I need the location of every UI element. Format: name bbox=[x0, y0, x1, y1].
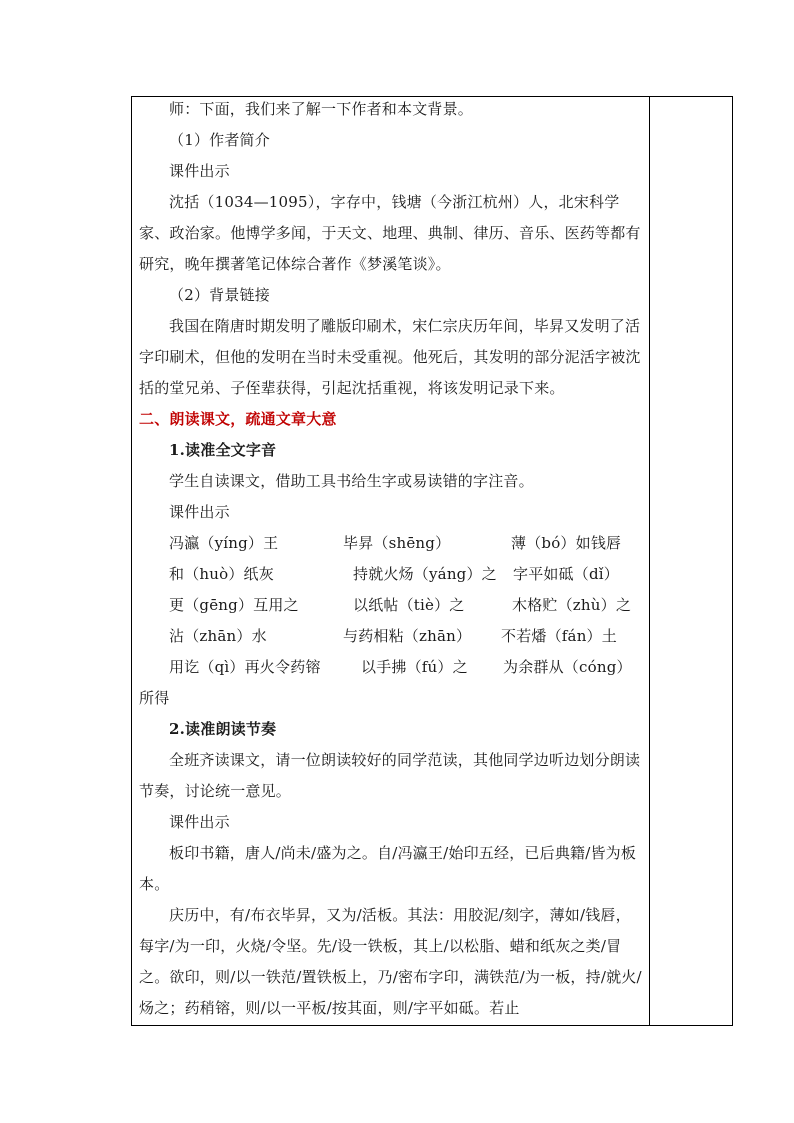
courseware-label-3: 课件出示 bbox=[169, 813, 230, 831]
column-divider bbox=[649, 96, 650, 1026]
step2-title: 2.读准朗读节奏 bbox=[169, 720, 277, 738]
step1-text: 学生自读课文，借助工具书给生字或易读错的字注音。 bbox=[169, 472, 534, 490]
pinyin-item: 冯瀛（yíng）王 bbox=[169, 534, 279, 552]
pinyin-item: 以手拂（fú）之 bbox=[361, 658, 468, 676]
background-section-title: （2）背景链接 bbox=[169, 286, 270, 304]
pinyin-item: 毕昇（shēng） bbox=[343, 534, 451, 552]
background-text: 我国在隋唐时期发明了雕版印刷术，宋仁宗庆历年间，毕昇又发明了活字印刷术，但他的发明在当时未受重视。他死后，其发明的部分泥活字被沈括的堂兄弟、子侄辈获得，引起沈括重视，将该发明记录下来。 bbox=[139, 317, 641, 397]
pinyin-item: 和（huò）纸灰 bbox=[169, 565, 274, 583]
pinyin-row bbox=[139, 559, 645, 590]
pinyin-row bbox=[139, 528, 645, 559]
author-section-title: （1）作者简介 bbox=[169, 131, 270, 149]
pinyin-item: 木格贮（zhù）之 bbox=[512, 596, 632, 614]
pinyin-table bbox=[139, 528, 645, 714]
pinyin-tail: 所得 bbox=[139, 689, 170, 707]
pinyin-item: 不若燔（fán）土 bbox=[501, 627, 617, 645]
pinyin-item: 与药相粘（zhān） bbox=[343, 627, 472, 645]
pinyin-item: 为余群从（cóng） bbox=[503, 658, 632, 676]
step2-text: 全班齐读课文，请一位朗读较好的同学范读，其他同学边听边划分朗读节奏，讨论统一意见。 bbox=[139, 751, 641, 800]
pinyin-item: 字平如砥（dǐ） bbox=[513, 565, 620, 583]
pinyin-item: 以纸帖（tiè）之 bbox=[353, 596, 465, 614]
rhythm-paragraph-2: 庆历中，有/布衣毕昇，又为/活板。其法：用胶泥/刻字，薄如/钱唇，每字/为一印，火烧/令坚。先/设一铁板，其上/以松脂、蜡和纸灰之类/冒之。欲印，则/以一铁范/置铁板上，乃/密布字印，满铁范/为一板，持/就火/炀之；药稍镕，则/以一平板/按其面，则/字平如砥。若止 bbox=[139, 906, 642, 1017]
pinyin-row bbox=[139, 652, 645, 683]
pinyin-item: 薄（bó）如钱唇 bbox=[511, 534, 622, 552]
pinyin-item: 沾（zhān）水 bbox=[169, 627, 267, 645]
lesson-content bbox=[139, 94, 645, 1024]
courseware-label-2: 课件出示 bbox=[169, 503, 230, 521]
pinyin-row bbox=[139, 621, 645, 652]
author-bio: 沈括（1034—1095），字存中，钱塘（今浙江杭州）人，北宋科学家、政治家。他博学多闻，于天文、地理、典制、律历、音乐、医药等都有研究，晚年撰著笔记体综合著作《梦溪笔谈》。 bbox=[139, 193, 641, 273]
pinyin-item: 更（gēng）互用之 bbox=[169, 596, 299, 614]
step1-title: 1.读准全文字音 bbox=[169, 441, 277, 459]
pinyin-row bbox=[139, 590, 645, 621]
part2-heading: 二、朗读课文，疏通文章大意 bbox=[139, 410, 337, 428]
pinyin-item: 持就火炀（yáng）之 bbox=[353, 565, 497, 583]
rhythm-paragraph-1: 板印书籍，唐人/尚未/盛为之。自/冯瀛王/始印五经，已后典籍/皆为板本。 bbox=[139, 844, 637, 893]
intro-line: 师：下面，我们来了解一下作者和本文背景。 bbox=[169, 100, 474, 118]
courseware-label: 课件出示 bbox=[169, 162, 230, 180]
pinyin-item: 用讫（qì）再火令药镕 bbox=[169, 658, 321, 676]
